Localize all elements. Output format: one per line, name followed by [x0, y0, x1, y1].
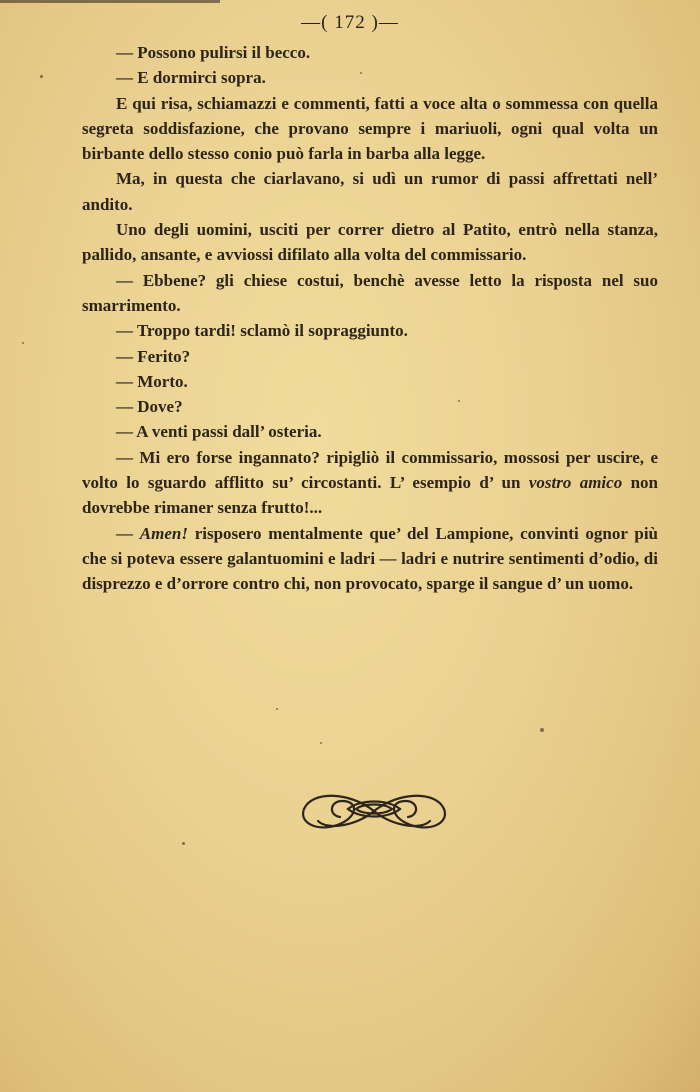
paragraph: — E dormirci sopra. [116, 68, 266, 88]
paragraph: — Troppo tardi! sclamò il sopraggiunto. [116, 321, 408, 341]
page-number: —( 172 )— [301, 12, 399, 33]
paragraph: Uno degli uomini, usciti per correr dietro al Patito, entrò nella stanza, pallido, ansante, e avviossi difilato alla volta del commissario. [82, 220, 658, 265]
paper-speck [458, 400, 460, 402]
paragraph: — Morto. [116, 371, 188, 391]
body-text [82, 40, 658, 597]
paragraph [82, 445, 658, 521]
paragraph-text: — [116, 523, 140, 543]
paper-speck [540, 728, 544, 732]
paragraph-text: non dovrebbe rimaner senza frutto!... [82, 473, 658, 518]
paper-speck [22, 342, 24, 344]
paper-speck [360, 72, 362, 74]
paragraph-italic: vostro amico [528, 473, 623, 493]
paper-speck [182, 842, 185, 845]
paragraph: — Ebbene? gli chiese costui, benchè avesse letto la risposta nel suo smarrimento. [82, 270, 658, 315]
paragraph-italic: Amen! [139, 523, 188, 543]
paragraph: — Dove? [116, 397, 183, 417]
paragraph-text: — Mi ero forse ingannato? ripigliò il commissario, mossosi per uscire, e volto lo sguardo afflitto su’ circostanti. L’ esempio d’ un [82, 447, 658, 493]
paragraph: — A venti passi dall’ osteria. [116, 422, 322, 442]
paragraph: — Ferito? [116, 346, 191, 366]
paragraph: Ma, in questa che ciarlavano, si udì un rumor di passi affrettati nell’ andito. [82, 169, 658, 214]
paragraph: E qui risa, schiamazzi e commenti, fatti a voce alta o sommessa con quella segreta soddisfazione, che provano sempre i mariuoli, ogni qual volta un birbante dello stesso conio può farla in barba alla legge. [82, 93, 658, 164]
paragraph-text: risposero mentalmente que’ del Lampione, convinti ognor più che si poteva essere galantuomini e ladri — ladri e nutrire sentimenti d’odio, di disprezzo e d’orrore contro chi, non provocato, sparge il sangue d’ un uomo. [82, 523, 659, 594]
scroll-flourish-icon [298, 785, 450, 837]
paper-speck [276, 708, 278, 710]
paragraph [82, 521, 658, 597]
top-edge-line [0, 0, 220, 3]
paper-speck [320, 742, 322, 744]
paragraph: — Possono pulirsi il becco. [116, 43, 311, 62]
paper-speck [40, 75, 43, 78]
